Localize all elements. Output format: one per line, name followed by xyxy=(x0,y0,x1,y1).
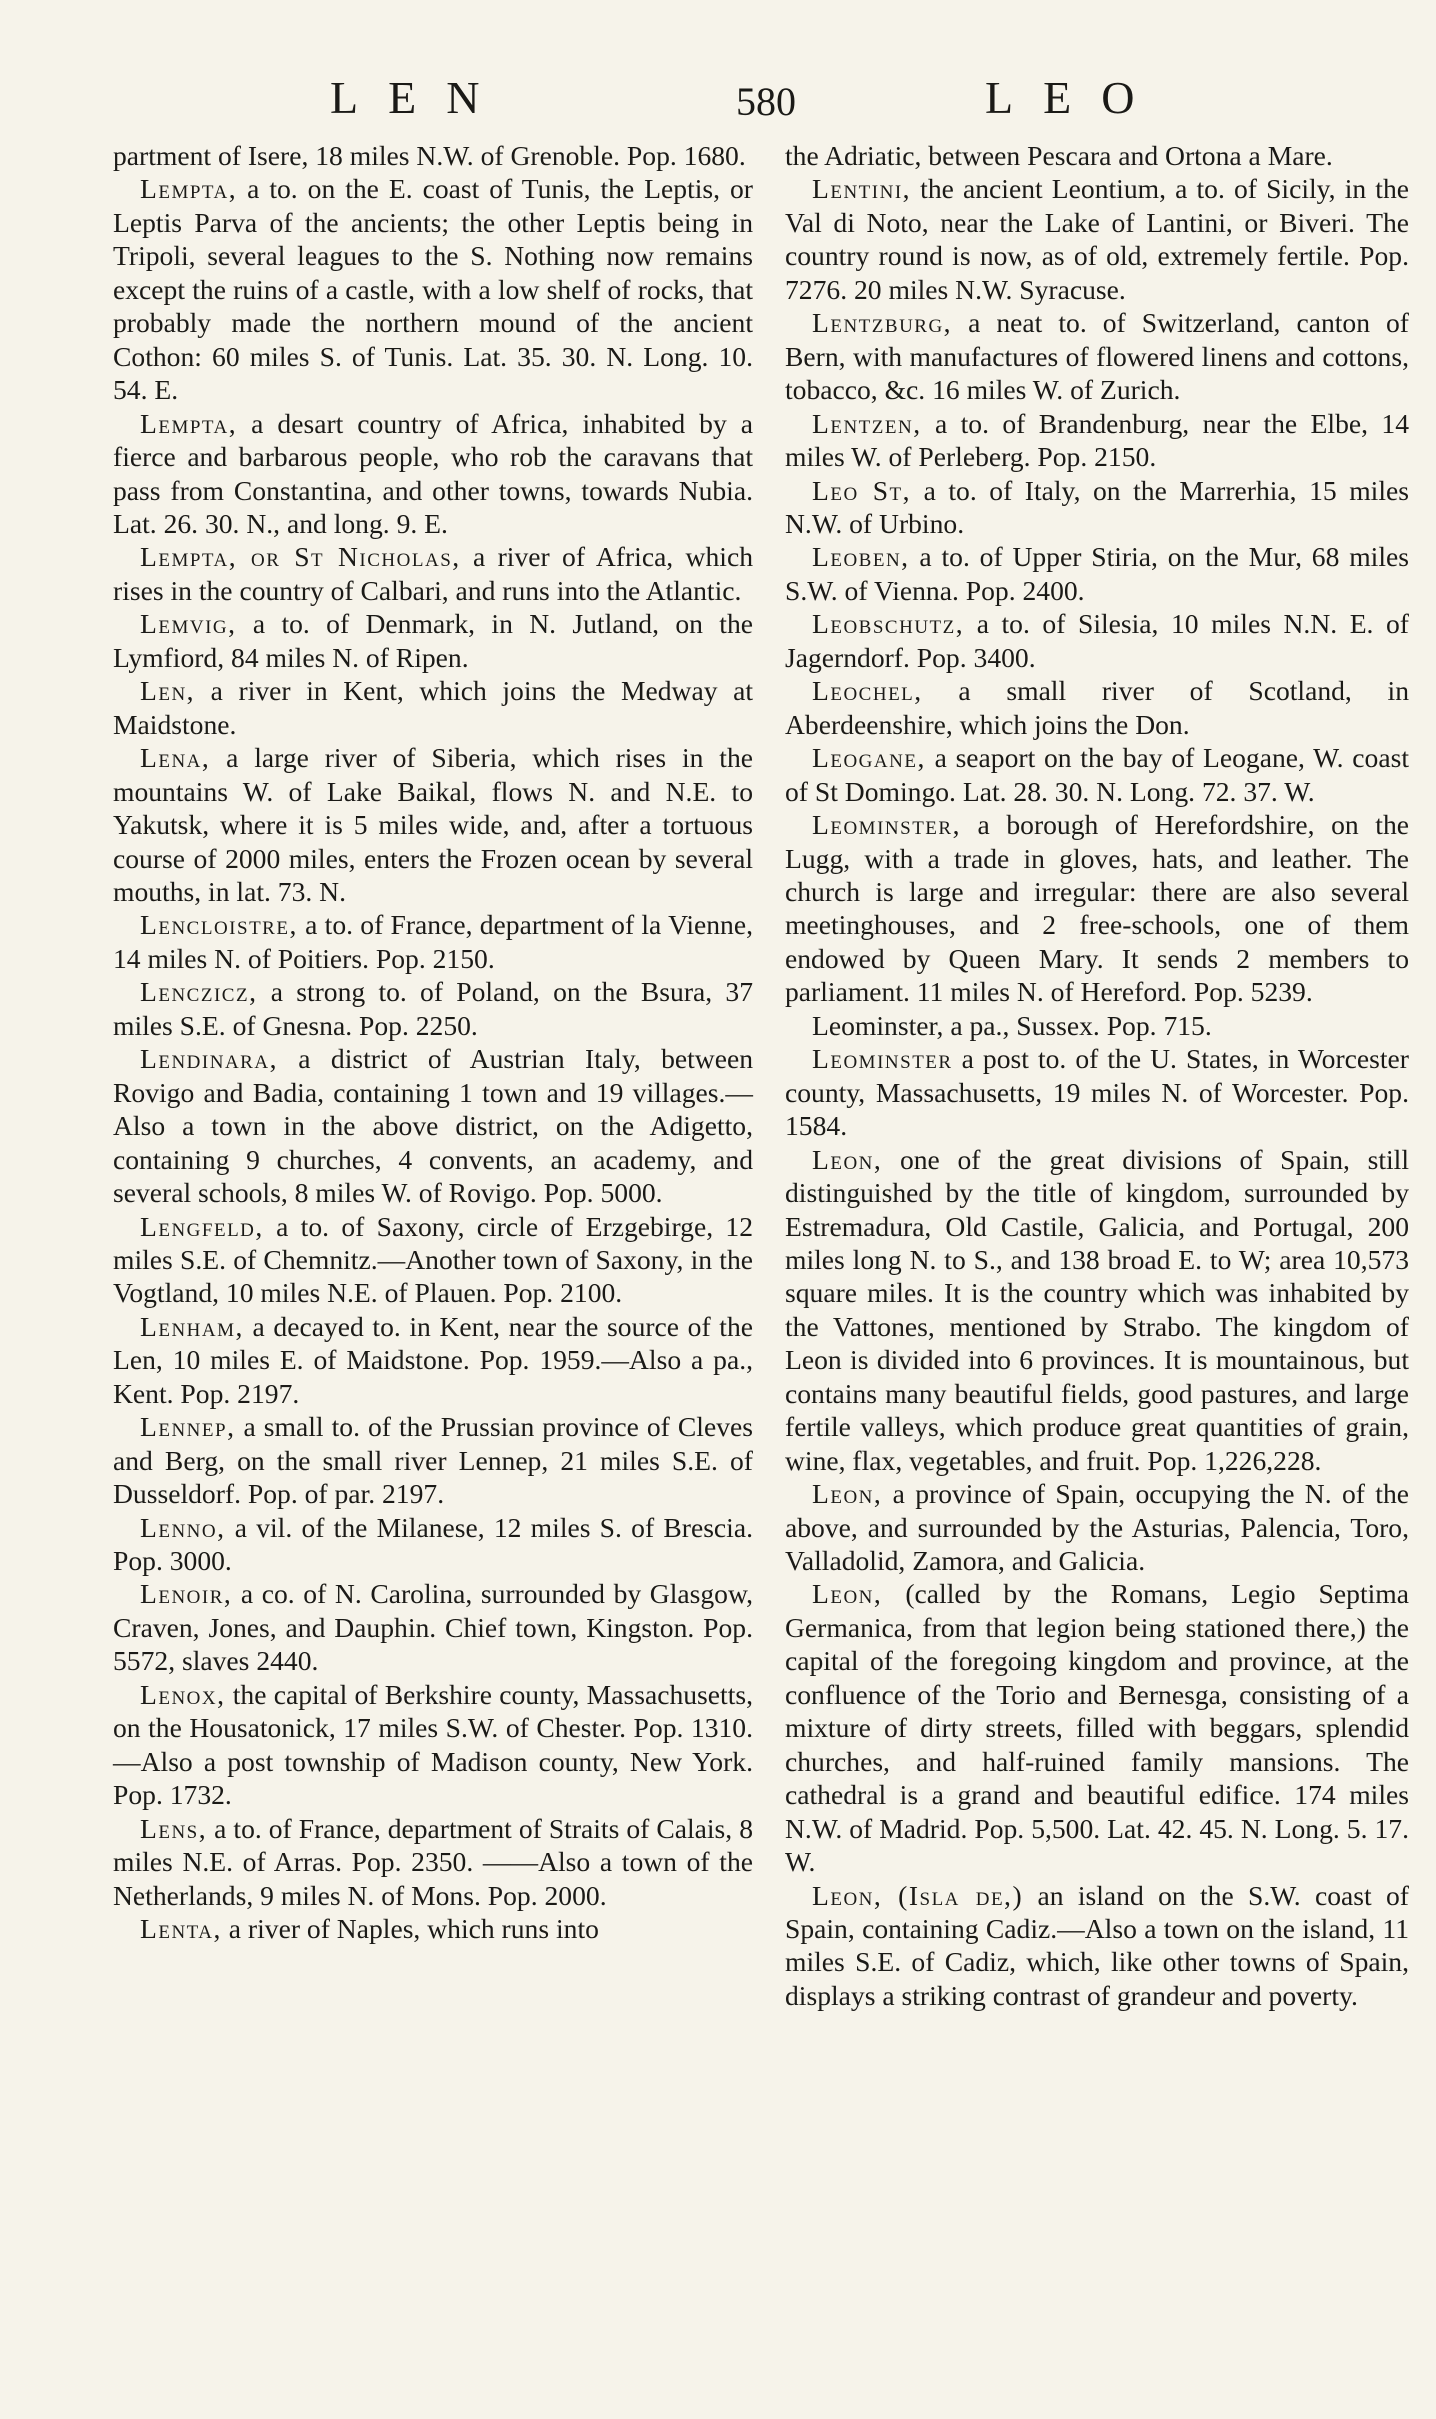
entry-text: a co. of N. Carolina, surrounded by Glasgow, Craven, Jones, and Dauphin. Chief town, Kingston. Pop. 5572, slaves 2440. xyxy=(113,1578,753,1677)
entry-headword: Lenham, xyxy=(140,1310,244,1342)
entry-text: a to. of France, department of Straits of Calais, 8 miles N.E. of Arras. Pop. 2350. ——Also a town of the Netherlands, 9 miles N. of Mons. Pop. 2000. xyxy=(113,1812,753,1911)
header-right-guide: LEO xyxy=(985,72,1165,123)
entry-headword: Lennep, xyxy=(140,1411,236,1443)
gazetteer-entry xyxy=(113,1678,753,1812)
entry-headword: Len, xyxy=(140,675,196,707)
gazetteer-entry xyxy=(785,1577,1409,1878)
entry-text: (called by the Romans, Legio Septima Germanica, from that legion being stationed there,) the capital of the foregoing kingdom and province, at the confluence of the Torio and Bernesga, consisting of a mixture of dirty streets, filled with beggars, splendid churches, and half-ruined family mansions. The cathedral is a grand and beautiful edifice. 174 miles N.W. of Madrid. Pop. 5,500. Lat. 42. 45. N. Long. 5. 17. W. xyxy=(785,1578,1409,1878)
entry-headword: Lenta, xyxy=(140,1913,222,1945)
entry-text: a to. of Saxony, circle of Erzgebirge, 12 miles S.E. of Chemnitz.—Another town of Saxony, in the Vogtland, 10 miles N.E. of Plauen. Pop. 2100. xyxy=(113,1210,753,1309)
entry-headword: Lengfeld, xyxy=(140,1210,264,1242)
entry-headword: Lenox, xyxy=(140,1678,226,1710)
entry-headword: Leon, xyxy=(812,1478,883,1510)
entry-headword: Lempta, xyxy=(140,407,238,439)
entry-headword: Leochel, xyxy=(812,675,923,707)
gazetteer-entry xyxy=(113,1912,753,1945)
gazetteer-entry xyxy=(785,306,1409,406)
entry-text: a desart country of Africa, inhabited by a fierce and barbarous people, who rob the caravans that pass from Constantina, and other towns, towards Nubia. Lat. 26. 30. N., and long. 9. E. xyxy=(113,407,753,539)
entry-headword: Lentzburg, xyxy=(812,307,953,339)
entry-text: one of the great divisions of Spain, still distinguished by the title of kingdom, surrounded by Estremadura, Old Castile, Galicia, and Portugal, 200 miles long N. to S., and 138 broad E. to W; area 10,573 square miles. It is the country which was inhabited by the Vattones, mentioned by Strabo. The kingdom of Leon is divided into 6 provinces. It is mountainous, but contains many beautiful fields, good pastures, and large fertile valleys, which produce great quantities of grain, wine, flax, vegetables, and fruit. Pop. 1,226,228. xyxy=(785,1143,1409,1476)
gazetteer-entry xyxy=(113,1210,753,1310)
entry-text: a strong to. of Poland, on the Bsura, 37 miles S.E. of Gnesna. Pop. 2250. xyxy=(113,976,753,1041)
page-number: 580 xyxy=(736,79,796,124)
gazetteer-entry xyxy=(113,607,753,674)
entry-text: a large river of Siberia, which rises in the mountains W. of Lake Baikal, flows N. and N.E. to Yakutsk, where it is 5 miles wide, and, after a tortuous course of 2000 miles, enters the Frozen ocean by several mouths, in lat. 73. N. xyxy=(113,742,753,907)
gazetteer-entry xyxy=(113,540,753,607)
left-column xyxy=(113,139,753,1945)
gazetteer-entry xyxy=(113,1410,753,1510)
entry-text: a to. of Upper Stiria, on the Mur, 68 miles S.W. of Vienna. Pop. 2400. xyxy=(785,541,1409,606)
entry-text: a province of Spain, occupying the N. of the above, and surrounded by the Asturias, Palencia, Toro, Valladolid, Zamora, and Galicia. xyxy=(785,1478,1409,1577)
entry-headword: Lempta, xyxy=(140,173,238,205)
entry-text: partment of Isere, 18 miles N.W. of Grenoble. Pop. 1680. xyxy=(113,140,746,171)
gazetteer-entry xyxy=(785,607,1409,674)
gazetteer-entry xyxy=(113,741,753,908)
entry-headword: Leogane, xyxy=(812,742,926,774)
right-column xyxy=(785,139,1409,2012)
entry-text: a district of Austrian Italy, between Rovigo and Badia, containing 1 town and 19 villages.—Also a town in the above district, on the Adigetto, containing 9 churches, 4 convents, an academy, and several schools, 8 miles W. of Rovigo. Pop. 5000. xyxy=(113,1043,753,1209)
entry-headword: Leobschutz, xyxy=(812,608,965,640)
entry-text: a decayed to. in Kent, near the source of the Len, 10 miles E. of Maidstone. Pop. 1959.—Also a pa., Kent. Pop. 2197. xyxy=(113,1310,753,1409)
entry-text: an island on the S.W. coast of Spain, containing Cadiz.—Also a town on the island, 11 miles S.E. of Cadiz, which, like other towns of Spain, displays a striking contrast of grandeur and poverty. xyxy=(785,1879,1409,2011)
entry-text: a seaport on the bay of Leogane, W. coast of St Domingo. Lat. 28. 30. N. Long. 72. 37. W. xyxy=(785,742,1409,807)
gazetteer-entry xyxy=(785,1143,1409,1478)
entry-text: a to. of France, department of la Vienne, 14 miles N. of Poitiers. Pop. 2150. xyxy=(113,909,753,974)
entry-text: a river of Africa, which rises in the country of Calbari, and runs into the Atlantic. xyxy=(113,541,753,606)
gazetteer-entry xyxy=(113,172,753,406)
gazetteer-entry xyxy=(113,975,753,1042)
entry-text: a river of Naples, which runs into xyxy=(221,1913,599,1945)
gazetteer-entry xyxy=(785,474,1409,541)
gazetteer-entry xyxy=(785,1042,1409,1142)
gazetteer-entry xyxy=(113,407,753,541)
entry-headword: Leon, xyxy=(812,1143,883,1175)
entry-headword: Lempta, or St Nicholas, xyxy=(140,541,461,573)
header-left-guide: LEN xyxy=(330,72,510,123)
entry-headword: Leo St, xyxy=(812,474,912,506)
gazetteer-entry xyxy=(785,139,1409,172)
gazetteer-entry xyxy=(785,407,1409,474)
gazetteer-entry xyxy=(785,172,1409,306)
entry-headword: Leominster xyxy=(812,1043,953,1075)
entry-headword: Leominster, xyxy=(812,809,961,841)
gazetteer-entry xyxy=(113,908,753,975)
gazetteer-entry xyxy=(785,1477,1409,1577)
entry-text: a borough of Herefordshire, on the Lugg, with a trade in gloves, hats, and leather. The church is large and irregular: there are also several meetinghouses, and 2 free-schools, one of them endowed by Queen Mary. It sends 2 members to parliament. 11 miles N. of Hereford. Pop. 5239. xyxy=(785,809,1409,1008)
entry-text: a river in Kent, which joins the Medway at Maidstone. xyxy=(113,675,753,740)
entry-headword: Lenczicz, xyxy=(140,976,258,1008)
entry-headword: Lenno, xyxy=(140,1511,226,1543)
entry-text: the Adriatic, between Pescara and Ortona a Mare. xyxy=(785,140,1333,171)
entry-headword: Lenoir, xyxy=(140,1578,233,1610)
entry-headword: Lentini, xyxy=(812,173,912,205)
entry-headword: Lencloistre, xyxy=(140,909,298,941)
entry-text: a neat to. of Switzerland, canton of Bern, with manufactures of flowered linens and cottons, tobacco, &c. 16 miles W. of Zurich. xyxy=(785,307,1409,406)
gazetteer-entry xyxy=(113,1577,753,1677)
entry-text: the ancient Leontium, a to. of Sicily, in the Val di Noto, near the Lake of Lantini, or Biveri. The country round is now, as of old, extremely fertile. Pop. 7276. 20 miles N.W. Syracuse. xyxy=(785,173,1409,305)
entry-headword: Leon, (Isla de,) xyxy=(812,1879,1024,1911)
entry-text: a to. of Italy, on the Marrerhia, 15 miles N.W. of Urbino. xyxy=(785,474,1409,539)
gazetteer-entry xyxy=(785,540,1409,607)
gazetteer-entry xyxy=(113,139,753,172)
entry-text: a to. of Silesia, 10 miles N.N. E. of Jagerndorf. Pop. 3400. xyxy=(785,608,1409,673)
entry-text: a small river of Scotland, in Aberdeenshire, which joins the Don. xyxy=(785,675,1409,740)
entry-text: a to. of Brandenburg, near the Elbe, 14 miles W. of Perleberg. Pop. 2150. xyxy=(785,407,1409,473)
entry-text: Leominster, a pa., Sussex. Pop. 715. xyxy=(812,1009,1212,1041)
gazetteer-entry xyxy=(113,1310,753,1410)
gazetteer-entry xyxy=(113,1511,753,1578)
entry-text: a small to. of the Prussian province of Cleves and Berg, on the small river Lennep, 21 miles S.E. of Dusseldorf. Pop. of par. 2197. xyxy=(113,1411,753,1510)
gazetteer-entry xyxy=(785,1879,1409,2013)
entry-headword: Lemvig, xyxy=(140,608,237,640)
entry-headword: Leon, xyxy=(812,1578,883,1610)
entry-headword: Lens, xyxy=(140,1812,208,1844)
entry-text: a to. of Denmark, in N. Jutland, on the Lymfiord, 84 miles N. of Ripen. xyxy=(113,608,753,673)
entry-headword: Lentzen, xyxy=(812,407,922,439)
gazetteer-entry xyxy=(113,1812,753,1912)
gazetteer-entry xyxy=(785,674,1409,741)
entry-headword: Lendinara, xyxy=(140,1043,278,1075)
entry-text: the capital of Berkshire county, Massachusetts, on the Housatonick, 17 miles S.W. of Chester. Pop. 1310.—Also a post township of Madison county, New York. Pop. 1732. xyxy=(113,1678,753,1811)
entry-headword: Leoben, xyxy=(812,541,910,573)
gazetteer-entry xyxy=(785,741,1409,808)
gazetteer-entry xyxy=(113,1042,753,1209)
entry-text: a post to. of the U. States, in Worcester county, Massachusetts, 19 miles N. of Worcester. Pop. 1584. xyxy=(785,1043,1409,1142)
running-header xyxy=(0,68,1436,128)
gazetteer-entry xyxy=(113,674,753,741)
gazetteer-entry xyxy=(785,808,1409,1009)
gazetteer-entry xyxy=(785,1009,1409,1042)
entry-text: a vil. of the Milanese, 12 miles S. of Brescia. Pop. 3000. xyxy=(113,1511,753,1577)
entry-text: a to. on the E. coast of Tunis, the Leptis, or Leptis Parva of the ancients; the other Leptis being in Tripoli, several leagues to the S. Nothing now remains except the ruins of a castle, with a low shelf of rocks, that probably made the northern mound of the ancient Cothon: 60 miles S. of Tunis. Lat. 35. 30. N. Long. 10. 54. E. xyxy=(113,173,753,406)
entry-headword: Lena, xyxy=(140,742,211,774)
